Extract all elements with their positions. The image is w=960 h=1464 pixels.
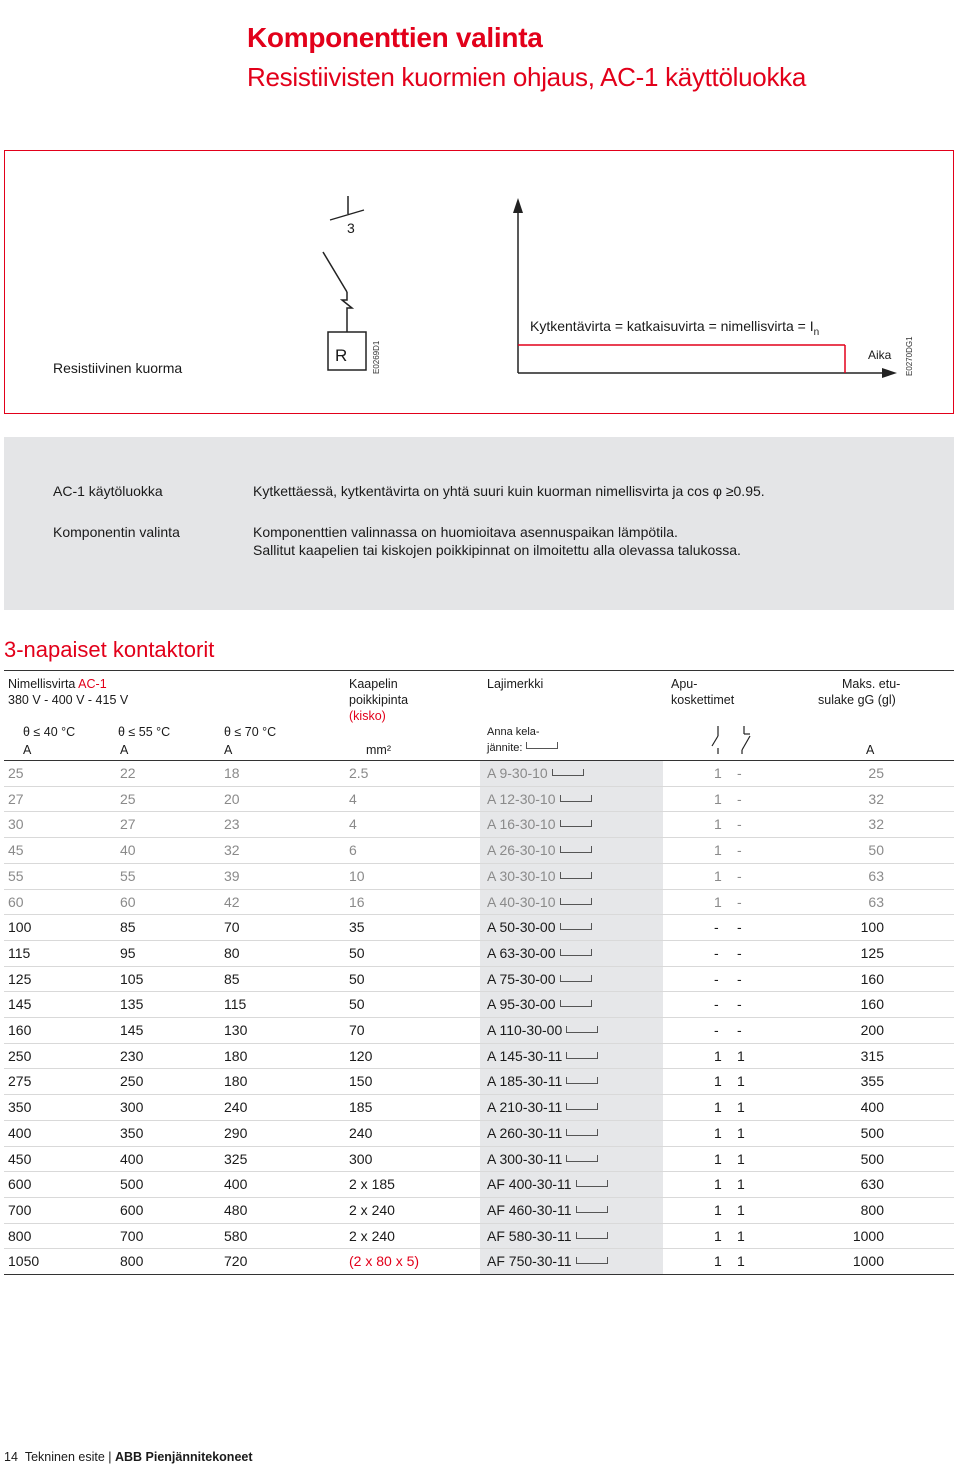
header-t55: θ ≤ 55 °C bbox=[118, 725, 171, 739]
cell-current-55: 800 bbox=[120, 1253, 144, 1270]
cell-cable: 120 bbox=[349, 1047, 373, 1064]
table-top-rule bbox=[4, 760, 954, 761]
coil-voltage-box-icon bbox=[552, 769, 584, 776]
cell-current-40: 1050 bbox=[8, 1253, 40, 1270]
coil-voltage-box-icon bbox=[560, 949, 592, 956]
cell-aux-nc: - bbox=[737, 919, 742, 936]
cell-current-70: 130 bbox=[224, 1022, 248, 1038]
coil-voltage-box-icon bbox=[526, 742, 558, 749]
cell-aux-no: 1 bbox=[714, 867, 722, 884]
page-title: Komponenttien valinta bbox=[247, 22, 543, 53]
coil-voltage-box-icon bbox=[566, 1103, 598, 1110]
cell-current-55: 400 bbox=[120, 1150, 144, 1167]
cell-fuse: 160 bbox=[860, 996, 884, 1013]
curve-label bbox=[530, 318, 819, 338]
coil-voltage-box-icon bbox=[566, 1077, 598, 1084]
cell-current-55: 40 bbox=[120, 842, 136, 859]
cell-current-70: 115 bbox=[224, 996, 247, 1013]
cell-cable: 16 bbox=[349, 893, 365, 910]
header-fuse-unit: A bbox=[866, 743, 875, 757]
cell-type-text: A 260-30-11 bbox=[487, 1124, 563, 1141]
cell-fuse: 315 bbox=[860, 1047, 884, 1064]
cell-fuse: 160 bbox=[860, 970, 884, 987]
coil-voltage-box-icon bbox=[560, 975, 592, 982]
cell-aux-no: - bbox=[714, 944, 719, 961]
diagram-code-right: E0270DG1 bbox=[905, 336, 914, 376]
cell-fuse: 100 bbox=[860, 919, 884, 936]
coil-voltage-box-icon bbox=[566, 1155, 598, 1162]
row-divider bbox=[4, 1248, 954, 1249]
cell-current-40: 60 bbox=[8, 893, 24, 910]
cell-current-70: 180 bbox=[224, 1073, 248, 1090]
cell-current-40: 700 bbox=[8, 1201, 32, 1218]
header-t40: θ ≤ 40 °C bbox=[23, 725, 76, 739]
cell-aux-nc: 1 bbox=[737, 1201, 745, 1218]
cell-cable: 35 bbox=[349, 919, 365, 936]
header-fuse-2: sulake gG (gl) bbox=[818, 693, 896, 707]
cell-fuse: 630 bbox=[860, 1176, 884, 1193]
header-coil-1: Anna kela- bbox=[487, 726, 540, 738]
resistor-label: R bbox=[335, 346, 348, 365]
cell-aux-nc: - bbox=[737, 867, 742, 884]
cell-current-70: 23 bbox=[224, 816, 240, 833]
cell-current-70: 480 bbox=[224, 1201, 248, 1218]
cell-fuse: 500 bbox=[860, 1150, 884, 1167]
header-unit-a55: A bbox=[120, 743, 129, 757]
cell-current-55: 60 bbox=[120, 893, 136, 910]
cell-aux-nc: - bbox=[737, 970, 742, 987]
cell-type bbox=[487, 868, 592, 884]
current-curve bbox=[505, 195, 900, 380]
row-divider bbox=[4, 863, 954, 864]
header-type: Lajimerkki bbox=[487, 677, 544, 691]
cell-type bbox=[487, 945, 592, 961]
cell-fuse: 50 bbox=[868, 842, 884, 859]
cell-cable: 2.5 bbox=[349, 765, 369, 781]
row-divider bbox=[4, 1094, 954, 1095]
row-divider bbox=[4, 786, 954, 787]
cell-current-70: 325 bbox=[224, 1150, 248, 1167]
cell-type bbox=[487, 1228, 608, 1244]
cell-current-55: 55 bbox=[120, 867, 136, 884]
cell-cable: 2 x 185 bbox=[349, 1176, 395, 1193]
cell-current-70: 70 bbox=[224, 919, 240, 936]
cell-current-40: 27 bbox=[8, 790, 24, 807]
cell-current-40: 55 bbox=[8, 867, 24, 884]
cell-type-text: A 9-30-10 bbox=[487, 765, 548, 781]
cell-type bbox=[487, 1022, 598, 1038]
cell-aux-no: - bbox=[714, 996, 719, 1013]
cell-aux-no: - bbox=[714, 919, 719, 936]
row-divider bbox=[4, 889, 954, 890]
cell-aux-no: 1 bbox=[714, 842, 722, 859]
footer-doc-title: Tekninen esite bbox=[24, 1450, 105, 1464]
curve-label-sub: n bbox=[813, 326, 820, 338]
cell-aux-nc: 1 bbox=[737, 1253, 745, 1270]
cell-type bbox=[487, 1073, 598, 1089]
cell-aux-nc: - bbox=[737, 944, 742, 961]
header-aux-2: koskettimet bbox=[671, 693, 735, 707]
cell-aux-nc: 1 bbox=[737, 1124, 745, 1141]
cell-current-55: 27 bbox=[120, 816, 136, 833]
cell-type-text: A 95-30-00 bbox=[487, 996, 556, 1013]
cell-current-40: 800 bbox=[8, 1227, 32, 1244]
cell-type bbox=[487, 842, 592, 858]
header-coil-2 bbox=[487, 742, 558, 754]
row-divider bbox=[4, 940, 954, 941]
cell-type-text: A 26-30-10 bbox=[487, 842, 556, 859]
cell-aux-nc: 1 bbox=[737, 1047, 745, 1064]
info-text-category: Kytkettäessä, kytkentävirta on yhtä suuri kuin kuorman nimellisvirta ja cos φ ≥0.95. bbox=[253, 483, 765, 499]
header-divider bbox=[4, 670, 954, 671]
footer-brand: ABB Pienjännitekoneet bbox=[114, 1450, 253, 1464]
cell-fuse: 25 bbox=[868, 765, 884, 781]
coil-voltage-box-icon bbox=[576, 1257, 608, 1264]
cell-cable: 240 bbox=[349, 1124, 373, 1141]
cell-aux-no: 1 bbox=[714, 1150, 722, 1167]
cell-cable: 6 bbox=[349, 842, 357, 859]
cell-fuse: 355 bbox=[860, 1073, 884, 1090]
cell-aux-nc: 1 bbox=[737, 1227, 745, 1244]
coil-voltage-box-icon bbox=[560, 1000, 592, 1007]
header-t70: θ ≤ 70 °C bbox=[224, 725, 277, 739]
cell-fuse: 32 bbox=[868, 816, 884, 833]
header-voltage: 380 V - 400 V - 415 V bbox=[8, 693, 129, 707]
cell-fuse: 400 bbox=[860, 1099, 884, 1116]
header-cable-2: poikkipinta bbox=[349, 693, 409, 707]
cell-type-text: AF 400-30-11 bbox=[487, 1176, 572, 1193]
cell-current-70: 20 bbox=[224, 790, 240, 807]
cell-aux-no: 1 bbox=[714, 1047, 722, 1064]
coil-voltage-box-icon bbox=[576, 1232, 608, 1239]
cell-aux-no: 1 bbox=[714, 1253, 722, 1270]
cell-current-55: 350 bbox=[120, 1124, 144, 1141]
footer: 14 Tekninen esite | ABB Pienjännitekoneet bbox=[4, 1450, 253, 1464]
cell-current-70: 580 bbox=[224, 1227, 248, 1244]
cell-type-text: A 30-30-10 bbox=[487, 867, 556, 884]
cell-current-55: 95 bbox=[120, 944, 136, 961]
cell-current-40: 45 bbox=[8, 842, 24, 859]
coil-voltage-box-icon bbox=[560, 923, 592, 930]
cell-current-40: 115 bbox=[8, 944, 31, 961]
cell-type bbox=[487, 1202, 608, 1218]
time-axis-label: Aika bbox=[868, 348, 892, 362]
cell-aux-nc: - bbox=[737, 842, 742, 859]
cell-cable: (2 x 80 x 5) bbox=[349, 1253, 420, 1270]
cell-current-40: 400 bbox=[8, 1124, 32, 1141]
cell-cable: 2 x 240 bbox=[349, 1201, 395, 1218]
cell-current-70: 32 bbox=[224, 842, 240, 859]
cell-current-70: 42 bbox=[224, 893, 240, 910]
coil-voltage-box-icon bbox=[560, 898, 592, 905]
curve-label-text: Kytkentävirta = katkaisuvirta = nimellisvirta = I bbox=[530, 318, 814, 334]
cell-current-55: 25 bbox=[120, 790, 136, 807]
header-unit-a40: A bbox=[23, 743, 32, 757]
cell-aux-nc: 1 bbox=[737, 1176, 745, 1193]
coil-voltage-box-icon bbox=[566, 1026, 598, 1033]
cell-fuse: 63 bbox=[868, 867, 884, 884]
cell-fuse: 125 bbox=[860, 944, 884, 961]
cell-type bbox=[487, 791, 592, 807]
coil-voltage-box-icon bbox=[560, 846, 592, 853]
cell-current-55: 600 bbox=[120, 1201, 144, 1218]
cell-current-55: 500 bbox=[120, 1176, 144, 1193]
row-divider bbox=[4, 837, 954, 838]
aux-contacts-icon bbox=[708, 724, 758, 756]
cell-type-text: A 50-30-00 bbox=[487, 919, 556, 936]
cell-current-40: 275 bbox=[8, 1073, 32, 1090]
cell-current-55: 85 bbox=[120, 919, 136, 936]
cell-type-text: A 40-30-10 bbox=[487, 893, 556, 910]
cell-aux-nc: - bbox=[737, 996, 742, 1013]
row-divider bbox=[4, 1146, 954, 1147]
cell-current-70: 290 bbox=[224, 1124, 248, 1141]
cell-aux-nc: - bbox=[737, 893, 742, 910]
cell-current-70: 39 bbox=[224, 867, 240, 884]
cell-current-40: 145 bbox=[8, 996, 32, 1013]
cell-aux-no: 1 bbox=[714, 1176, 722, 1193]
cell-type-text: A 16-30-10 bbox=[487, 816, 556, 833]
coil-voltage-box-icon bbox=[560, 872, 592, 879]
cell-fuse: 800 bbox=[860, 1201, 884, 1218]
cell-aux-no: 1 bbox=[714, 1073, 722, 1090]
cell-type bbox=[487, 1176, 608, 1192]
cell-aux-nc: - bbox=[737, 1022, 742, 1038]
cell-current-40: 600 bbox=[8, 1176, 32, 1193]
cell-current-40: 100 bbox=[8, 919, 32, 936]
cell-cable: 185 bbox=[349, 1099, 373, 1116]
section-title: 3-napaiset kontaktorit bbox=[4, 637, 215, 662]
row-divider bbox=[4, 1120, 954, 1121]
header-cable-1: Kaapelin bbox=[349, 677, 398, 691]
cell-cable: 10 bbox=[349, 867, 365, 884]
poles-label: 3 bbox=[347, 220, 355, 236]
cell-fuse: 1000 bbox=[852, 1253, 884, 1270]
diagram-code-left: E0269D1 bbox=[372, 340, 381, 374]
cell-cable: 4 bbox=[349, 816, 357, 833]
cell-cable: 50 bbox=[349, 970, 365, 987]
cell-aux-no: 1 bbox=[714, 816, 722, 833]
info-text-selection-1: Komponenttien valinnassa on huomioitava asennuspaikan lämpötila. bbox=[253, 524, 678, 540]
row-divider bbox=[4, 991, 954, 992]
cell-current-70: 240 bbox=[224, 1099, 248, 1116]
coil-voltage-box-icon bbox=[560, 795, 592, 802]
cell-type-text: AF 750-30-11 bbox=[487, 1253, 572, 1270]
cell-cable: 50 bbox=[349, 996, 365, 1013]
cell-current-55: 145 bbox=[120, 1022, 144, 1038]
cell-type-text: AF 580-30-11 bbox=[487, 1227, 572, 1244]
cell-type-text: AF 460-30-11 bbox=[487, 1201, 572, 1218]
row-divider bbox=[4, 1171, 954, 1172]
cell-fuse: 200 bbox=[860, 1022, 884, 1038]
cell-current-70: 18 bbox=[224, 765, 240, 781]
cell-type bbox=[487, 816, 592, 832]
cell-type bbox=[487, 996, 592, 1012]
cell-aux-no: 1 bbox=[714, 1201, 722, 1218]
cell-current-70: 180 bbox=[224, 1047, 248, 1064]
cell-current-40: 350 bbox=[8, 1099, 32, 1116]
cell-fuse: 63 bbox=[868, 893, 884, 910]
cell-current-70: 400 bbox=[224, 1176, 248, 1193]
cell-type bbox=[487, 1125, 598, 1141]
cell-type bbox=[487, 765, 584, 781]
cell-type-text: A 110-30-00 bbox=[487, 1022, 563, 1038]
info-label-selection: Komponentin valinta bbox=[53, 524, 180, 540]
cell-aux-no: 1 bbox=[714, 1227, 722, 1244]
cell-aux-no: 1 bbox=[714, 765, 722, 781]
row-divider bbox=[4, 811, 954, 812]
cell-type bbox=[487, 971, 592, 987]
cell-type-text: A 300-30-11 bbox=[487, 1150, 563, 1167]
cell-cable: 300 bbox=[349, 1150, 373, 1167]
header-coil-voltage: jännite: bbox=[487, 742, 523, 754]
cell-type-text: A 75-30-00 bbox=[487, 970, 556, 987]
cell-current-55: 300 bbox=[120, 1099, 144, 1116]
row-divider bbox=[4, 1197, 954, 1198]
cell-cable: 150 bbox=[349, 1073, 373, 1090]
cell-aux-no: 1 bbox=[714, 790, 722, 807]
info-text-selection-2: Sallitut kaapelien tai kiskojen poikkipinnat on ilmoitettu alla olevassa talukossa. bbox=[253, 542, 741, 558]
header-cable-3: (kisko) bbox=[349, 709, 386, 723]
cell-type-text: A 145-30-11 bbox=[487, 1047, 563, 1064]
row-divider bbox=[4, 914, 954, 915]
cell-type bbox=[487, 894, 592, 910]
header-rated-ac1: AC-1 bbox=[78, 677, 107, 691]
cell-aux-nc: 1 bbox=[737, 1073, 745, 1090]
cell-aux-nc: - bbox=[737, 790, 742, 807]
cell-type bbox=[487, 1099, 598, 1115]
cell-cable: 50 bbox=[349, 944, 365, 961]
cell-type-text: A 210-30-11 bbox=[487, 1099, 563, 1116]
header-cable-unit: mm² bbox=[366, 743, 391, 757]
row-divider bbox=[4, 966, 954, 967]
page-subtitle: Resistiivisten kuormien ohjaus, AC-1 käyttöluokka bbox=[247, 62, 807, 92]
cell-current-55: 22 bbox=[120, 765, 136, 781]
cell-current-55: 105 bbox=[120, 970, 144, 987]
row-divider bbox=[4, 1274, 954, 1275]
info-label-category: AC-1 käytöluokka bbox=[53, 483, 163, 499]
header-unit-a70: A bbox=[224, 743, 233, 757]
cell-current-40: 25 bbox=[8, 765, 24, 781]
cell-current-70: 720 bbox=[224, 1253, 248, 1270]
header-fuse-1: Maks. etu- bbox=[842, 677, 901, 691]
cell-cable: 2 x 240 bbox=[349, 1227, 395, 1244]
cell-fuse: 500 bbox=[860, 1124, 884, 1141]
cell-current-40: 160 bbox=[8, 1022, 32, 1038]
cell-current-40: 30 bbox=[8, 816, 24, 833]
coil-voltage-box-icon bbox=[576, 1180, 608, 1187]
cell-current-55: 250 bbox=[120, 1073, 144, 1090]
cell-aux-no: 1 bbox=[714, 893, 722, 910]
cell-type bbox=[487, 1151, 598, 1167]
cell-current-55: 135 bbox=[120, 996, 144, 1013]
cell-aux-nc: - bbox=[737, 765, 742, 781]
cell-current-40: 450 bbox=[8, 1150, 32, 1167]
cell-aux-nc: - bbox=[737, 816, 742, 833]
cell-cable: 4 bbox=[349, 790, 357, 807]
coil-voltage-box-icon bbox=[560, 820, 592, 827]
cell-current-55: 230 bbox=[120, 1047, 144, 1064]
coil-voltage-box-icon bbox=[566, 1129, 598, 1136]
row-divider bbox=[4, 1223, 954, 1224]
cell-type-text: A 185-30-11 bbox=[487, 1073, 563, 1090]
cell-type-text: A 12-30-10 bbox=[487, 790, 556, 807]
cell-aux-nc: 1 bbox=[737, 1099, 745, 1116]
coil-voltage-box-icon bbox=[566, 1052, 598, 1059]
cell-fuse: 1000 bbox=[852, 1227, 884, 1244]
cell-type-text: A 63-30-00 bbox=[487, 944, 556, 961]
cell-current-40: 250 bbox=[8, 1047, 32, 1064]
coil-voltage-box-icon bbox=[576, 1206, 608, 1213]
cell-cable: 70 bbox=[349, 1022, 365, 1038]
cell-current-55: 700 bbox=[120, 1227, 144, 1244]
row-divider bbox=[4, 1068, 954, 1069]
cell-aux-no: 1 bbox=[714, 1124, 722, 1141]
header-rated-text: Nimellisvirta bbox=[8, 677, 76, 691]
row-divider bbox=[4, 1043, 954, 1044]
cell-type bbox=[487, 1048, 598, 1064]
cell-aux-no: - bbox=[714, 1022, 719, 1038]
cell-fuse: 32 bbox=[868, 790, 884, 807]
cell-aux-no: - bbox=[714, 970, 719, 987]
cell-current-40: 125 bbox=[8, 970, 32, 987]
cell-type bbox=[487, 919, 592, 935]
header-aux-1: Apu- bbox=[671, 677, 698, 691]
row-divider bbox=[4, 1017, 954, 1018]
cell-aux-nc: 1 bbox=[737, 1150, 745, 1167]
cell-aux-no: 1 bbox=[714, 1099, 722, 1116]
footer-page-number: 14 bbox=[4, 1450, 18, 1464]
cell-current-70: 85 bbox=[224, 970, 240, 987]
load-label: Resistiivinen kuorma bbox=[53, 360, 183, 376]
cell-current-70: 80 bbox=[224, 944, 240, 961]
cell-type bbox=[487, 1253, 608, 1269]
header-rated-current bbox=[8, 676, 107, 692]
